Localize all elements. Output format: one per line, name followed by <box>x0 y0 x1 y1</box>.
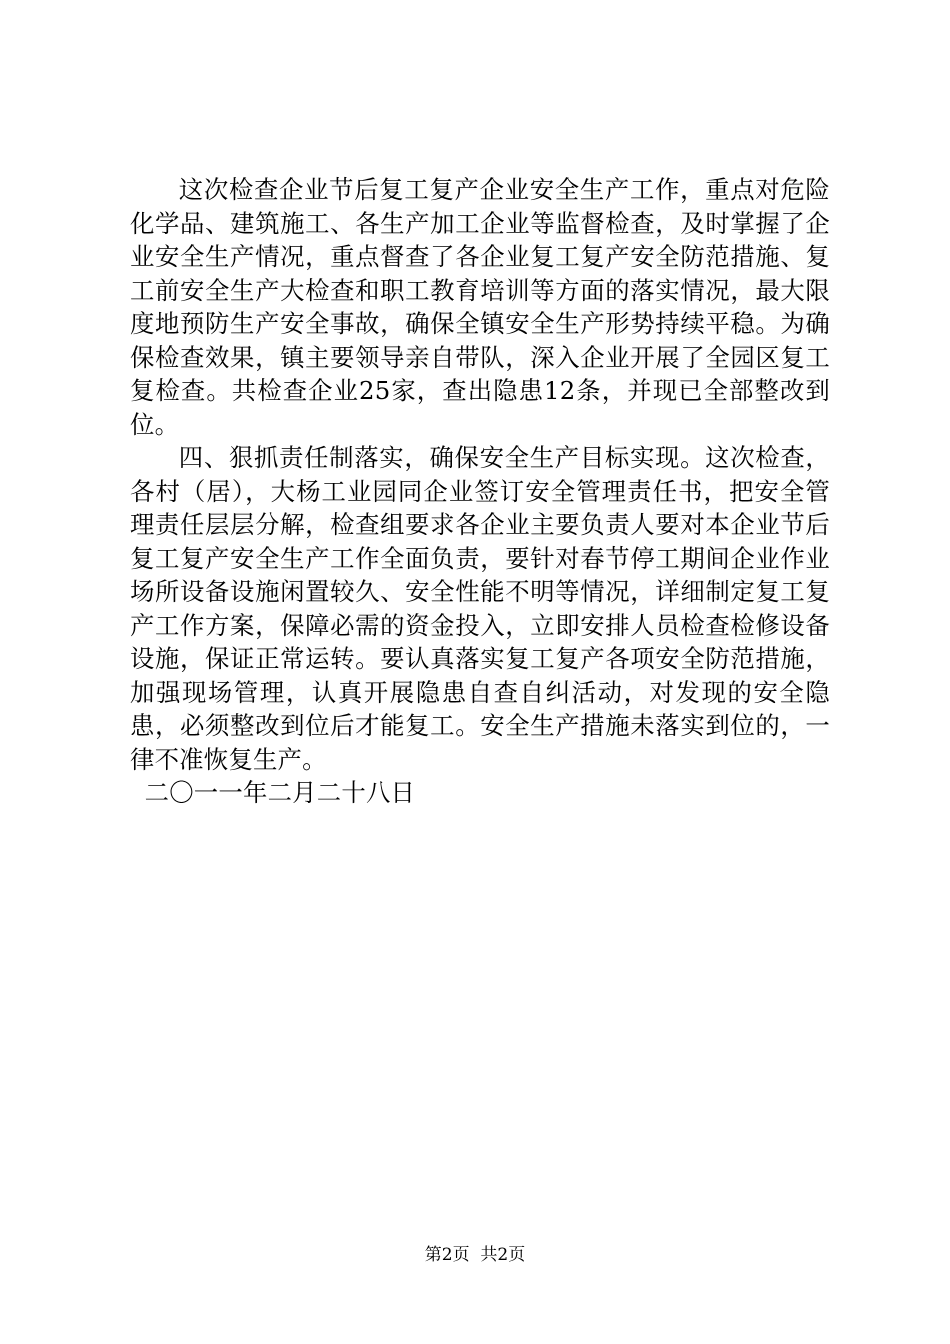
document-body <box>130 173 830 810</box>
page-footer <box>0 1244 950 1266</box>
paragraph-responsibility: 四、狠抓责任制落实，确保安全生产目标实现。这次检查，各村（居），大杨工业园同企业签订安全管理责任书，把安全管理责任层层分解，检查组要求各企业主要负责人要对本企业节后复工复产安全生产工作全面负责，要针对春节停工期间企业作业场所设备设施闲置较久、安全性能不明等情况，详细制定复工复产工作方案，保障必需的资金投入，立即安排人员检查检修设备设施，保证正常运转。要认真落实复工复产各项安全防范措施，加强现场管理，认真开展隐患自查自纠活动，对发现的安全隐患，必须整改到位后才能复工。安全生产措施未落实到位的，一律不准恢复生产。 <box>130 443 830 774</box>
page-total: 共2页 <box>480 1245 526 1265</box>
footer-separator <box>470 1245 481 1265</box>
document-date: 二〇一一年二月二十八日 <box>144 778 416 807</box>
page-number: 第2页 <box>424 1245 470 1265</box>
paragraph-inspection-summary: 这次检查企业节后复工复产企业安全生产工作，重点对危险化学品、建筑施工、各生产加工企业等监督检查，及时掌握了企业安全生产情况，重点督查了各企业复工复产安全防范措施、复工前安全生产大检查和职工教育培训等方面的落实情况，最大限度地预防生产安全事故，确保全镇安全生产形势持续平稳。为确保检查效果，镇主要领导亲自带队，深入企业开展了全园区复工复检查。共检查企业25家，查出隐患12条，并现已全部整改到位。 <box>130 175 830 439</box>
